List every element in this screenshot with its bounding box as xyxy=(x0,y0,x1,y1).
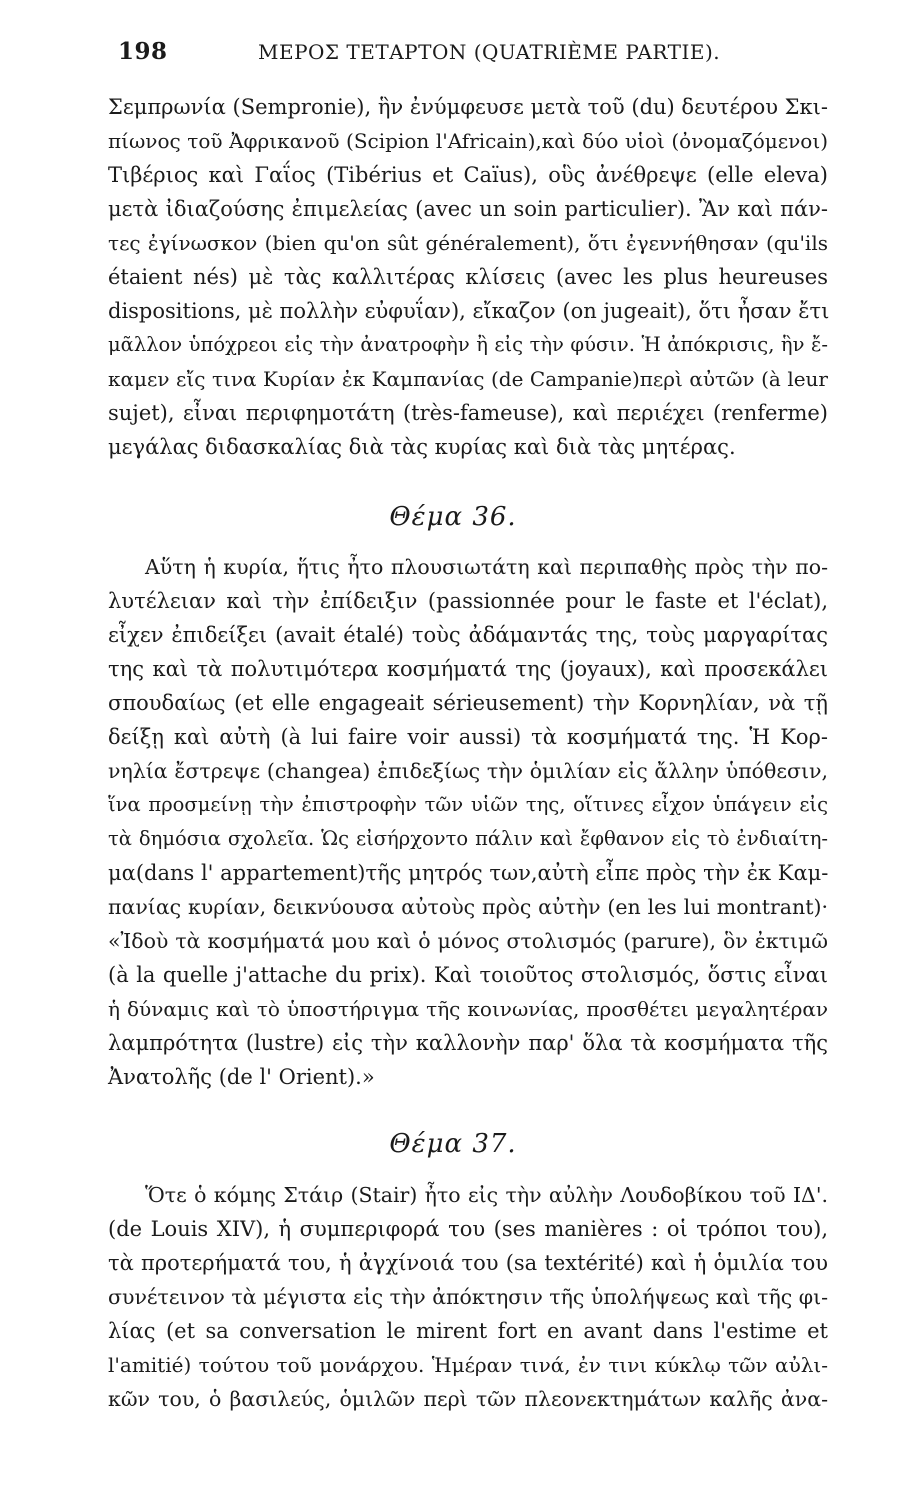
text-line: (de Louis XIV), ἡ συμπεριφορά του (ses manières : οἱ τρόποι του), xyxy=(108,1217,828,1241)
running-head xyxy=(118,38,838,72)
text-line: μᾶλλον ὑπόχρεοι εἰς τὴν ἀνατροφὴν ἢ εἰς τὴν φύσιν. Ἡ ἀπόκρισις, ἣν ἔ- xyxy=(108,333,828,356)
text-line: Ἀνατολῆς (de l' Orient).» xyxy=(108,1065,375,1089)
text-line: καμεν εἴς τινα Κυρίαν ἐκ Καμπανίας (de Campanie)περὶ αὐτῶν (à leur xyxy=(108,367,828,391)
text-line: μετὰ ἰδιαζούσης ἐπιμελείας (avec un soin particulier). Ἂν καὶ πάν- xyxy=(108,197,828,221)
text-line: δείξῃ καὶ αὐτὴ (à lui faire voir aussi) τὰ κοσμήματά της. Ἡ Κορ- xyxy=(108,725,828,749)
text-line: Αὕτη ἡ κυρία, ἥτις ἦτο πλουσιωτάτη καὶ περιπαθὴς πρὸς τὴν πο- xyxy=(145,555,828,579)
text-line: κῶν του, ὁ βασιλεύς, ὁμιλῶν περὶ τῶν πλεονεκτημάτων καλῆς ἀνα- xyxy=(108,1387,828,1411)
text-line: νηλία ἔστρεψε (changea) ἐπιδεξίως τὴν ὁμιλίαν εἰς ἄλλην ὑπόθεσιν, xyxy=(108,759,828,783)
section-heading-36: Θέμα 36. xyxy=(389,502,517,532)
text-line: εἶχεν ἐπιδείξει (avait étalé) τοὺς ἀδάμαντάς της, τοὺς μαργαρίτας xyxy=(108,623,828,647)
text-line: μα(dans l' appartement)τῆς μητρός των,αὐτὴ εἶπε πρὸς τὴν ἐκ Καμ- xyxy=(108,861,829,885)
text-line: τες ἐγίνωσκον (bien qu'on sût généralement), ὅτι ἐγεννήθησαν (qu'ils xyxy=(108,231,828,255)
text-line: της καὶ τὰ πολυτιμότερα κοσμήματά της (joyaux), καὶ προσεκάλει xyxy=(108,657,828,681)
text-line: Ὅτε ὁ κόμης Στάιρ (Stair) ἦτο εἰς τὴν αὐλὴν Λουδοβίκου τοῦ ΙΔ'. xyxy=(145,1183,828,1207)
text-line: étaient nés) μὲ τὰς καλλιτέρας κλίσεις (avec les plus heureuses xyxy=(108,265,828,289)
text-line: ἡ δύναμις καὶ τὸ ὑποστήριγμα τῆς κοινωνίας, προσθέτει μεγαλητέραν xyxy=(108,997,828,1021)
text-line: λυτέλειαν καὶ τὴν ἐπίδειξιν (passionnée pour le faste et l'éclat), xyxy=(108,589,828,613)
text-line: l'amitié) τούτου τοῦ μονάρχου. Ἡμέραν τινά, ἐν τινι κύκλῳ τῶν αὐλι- xyxy=(108,1353,828,1377)
page-number: 198 xyxy=(118,38,168,65)
text-line: πανίας κυρίαν, δεικνύουσα αὐτοὺς πρὸς αὐτὴν (en les lui montrant)· xyxy=(108,895,828,919)
text-line: σπουδαίως (et elle engageait sérieusement) τὴν Κορνηλίαν, νὰ τῇ xyxy=(108,691,828,715)
text-line: Σεμπρωνία (Sempronie), ἣν ἐνύμφευσε μετὰ τοῦ (du) δευτέρου Σκι- xyxy=(108,95,828,119)
text-line: (à la quelle j'attache du prix). Καὶ τοιοῦτος στολισμός, ὅστις εἶναι xyxy=(108,963,828,987)
section-heading-37: Θέμα 37. xyxy=(389,1129,517,1159)
text-line: «Ἰδοὺ τὰ κοσμήματά μου καὶ ὁ μόνος στολισμός (parure), ὃν ἐκτιμῶ xyxy=(108,929,828,953)
text-line: τὰ δημόσια σχολεῖα. Ὡς εἰσήρχοντο πάλιν καὶ ἔφθανον εἰς τὸ ἐνδιαίτη- xyxy=(108,827,828,850)
text-line: sujet), εἶναι περιφημοτάτη (très-fameuse), καὶ περιέχει (renferme) xyxy=(108,401,828,425)
text-line: πίωνος τοῦ Ἀφρικανοῦ (Scipion l'Africain),καὶ δύο υἱοὶ (ὀνομαζόμενοι) xyxy=(108,129,828,153)
text-line: μεγάλας διδασκαλίας διὰ τὰς κυρίας καὶ διὰ τὰς μητέρας. xyxy=(108,435,736,459)
text-line: λίας (et sa conversation le mirent fort en avant dans l'estime et xyxy=(108,1319,828,1343)
text-line: dispositions, μὲ πολλὴν εὐφυΐαν), εἴκαζον (on jugeait), ὅτι ἦσαν ἔτι xyxy=(108,299,830,323)
text-line: ἵνα προσμείνῃ τὴν ἐπιστροφὴν τῶν υἱῶν της, οἵτινες εἶχον ὑπάγειν εἰς xyxy=(108,793,828,816)
text-line: λαμπρότητα (lustre) εἰς τὴν καλλονὴν παρ' ὅλα τὰ κοσμήματα τῆς xyxy=(108,1031,828,1055)
text-line: τὰ προτερήματά του, ἡ ἀγχίνοιά του (sa textérité) καὶ ἡ ὁμιλία του xyxy=(108,1251,828,1275)
running-title: ΜΕΡΟΣ ΤΕΤΑΡΤΟΝ (QUATRIÈME PARTIE). xyxy=(258,40,721,64)
text-line: συνέτεινον τὰ μέγιστα εἰς τὴν ἀπόκτησιν τῆς ὑπολήψεως καὶ τῆς φι- xyxy=(108,1285,829,1309)
text-line: Τιβέριος καὶ Γαΐος (Tibérius et Caïus), οὓς ἀνέθρεψε (elle eleva) xyxy=(108,163,828,187)
